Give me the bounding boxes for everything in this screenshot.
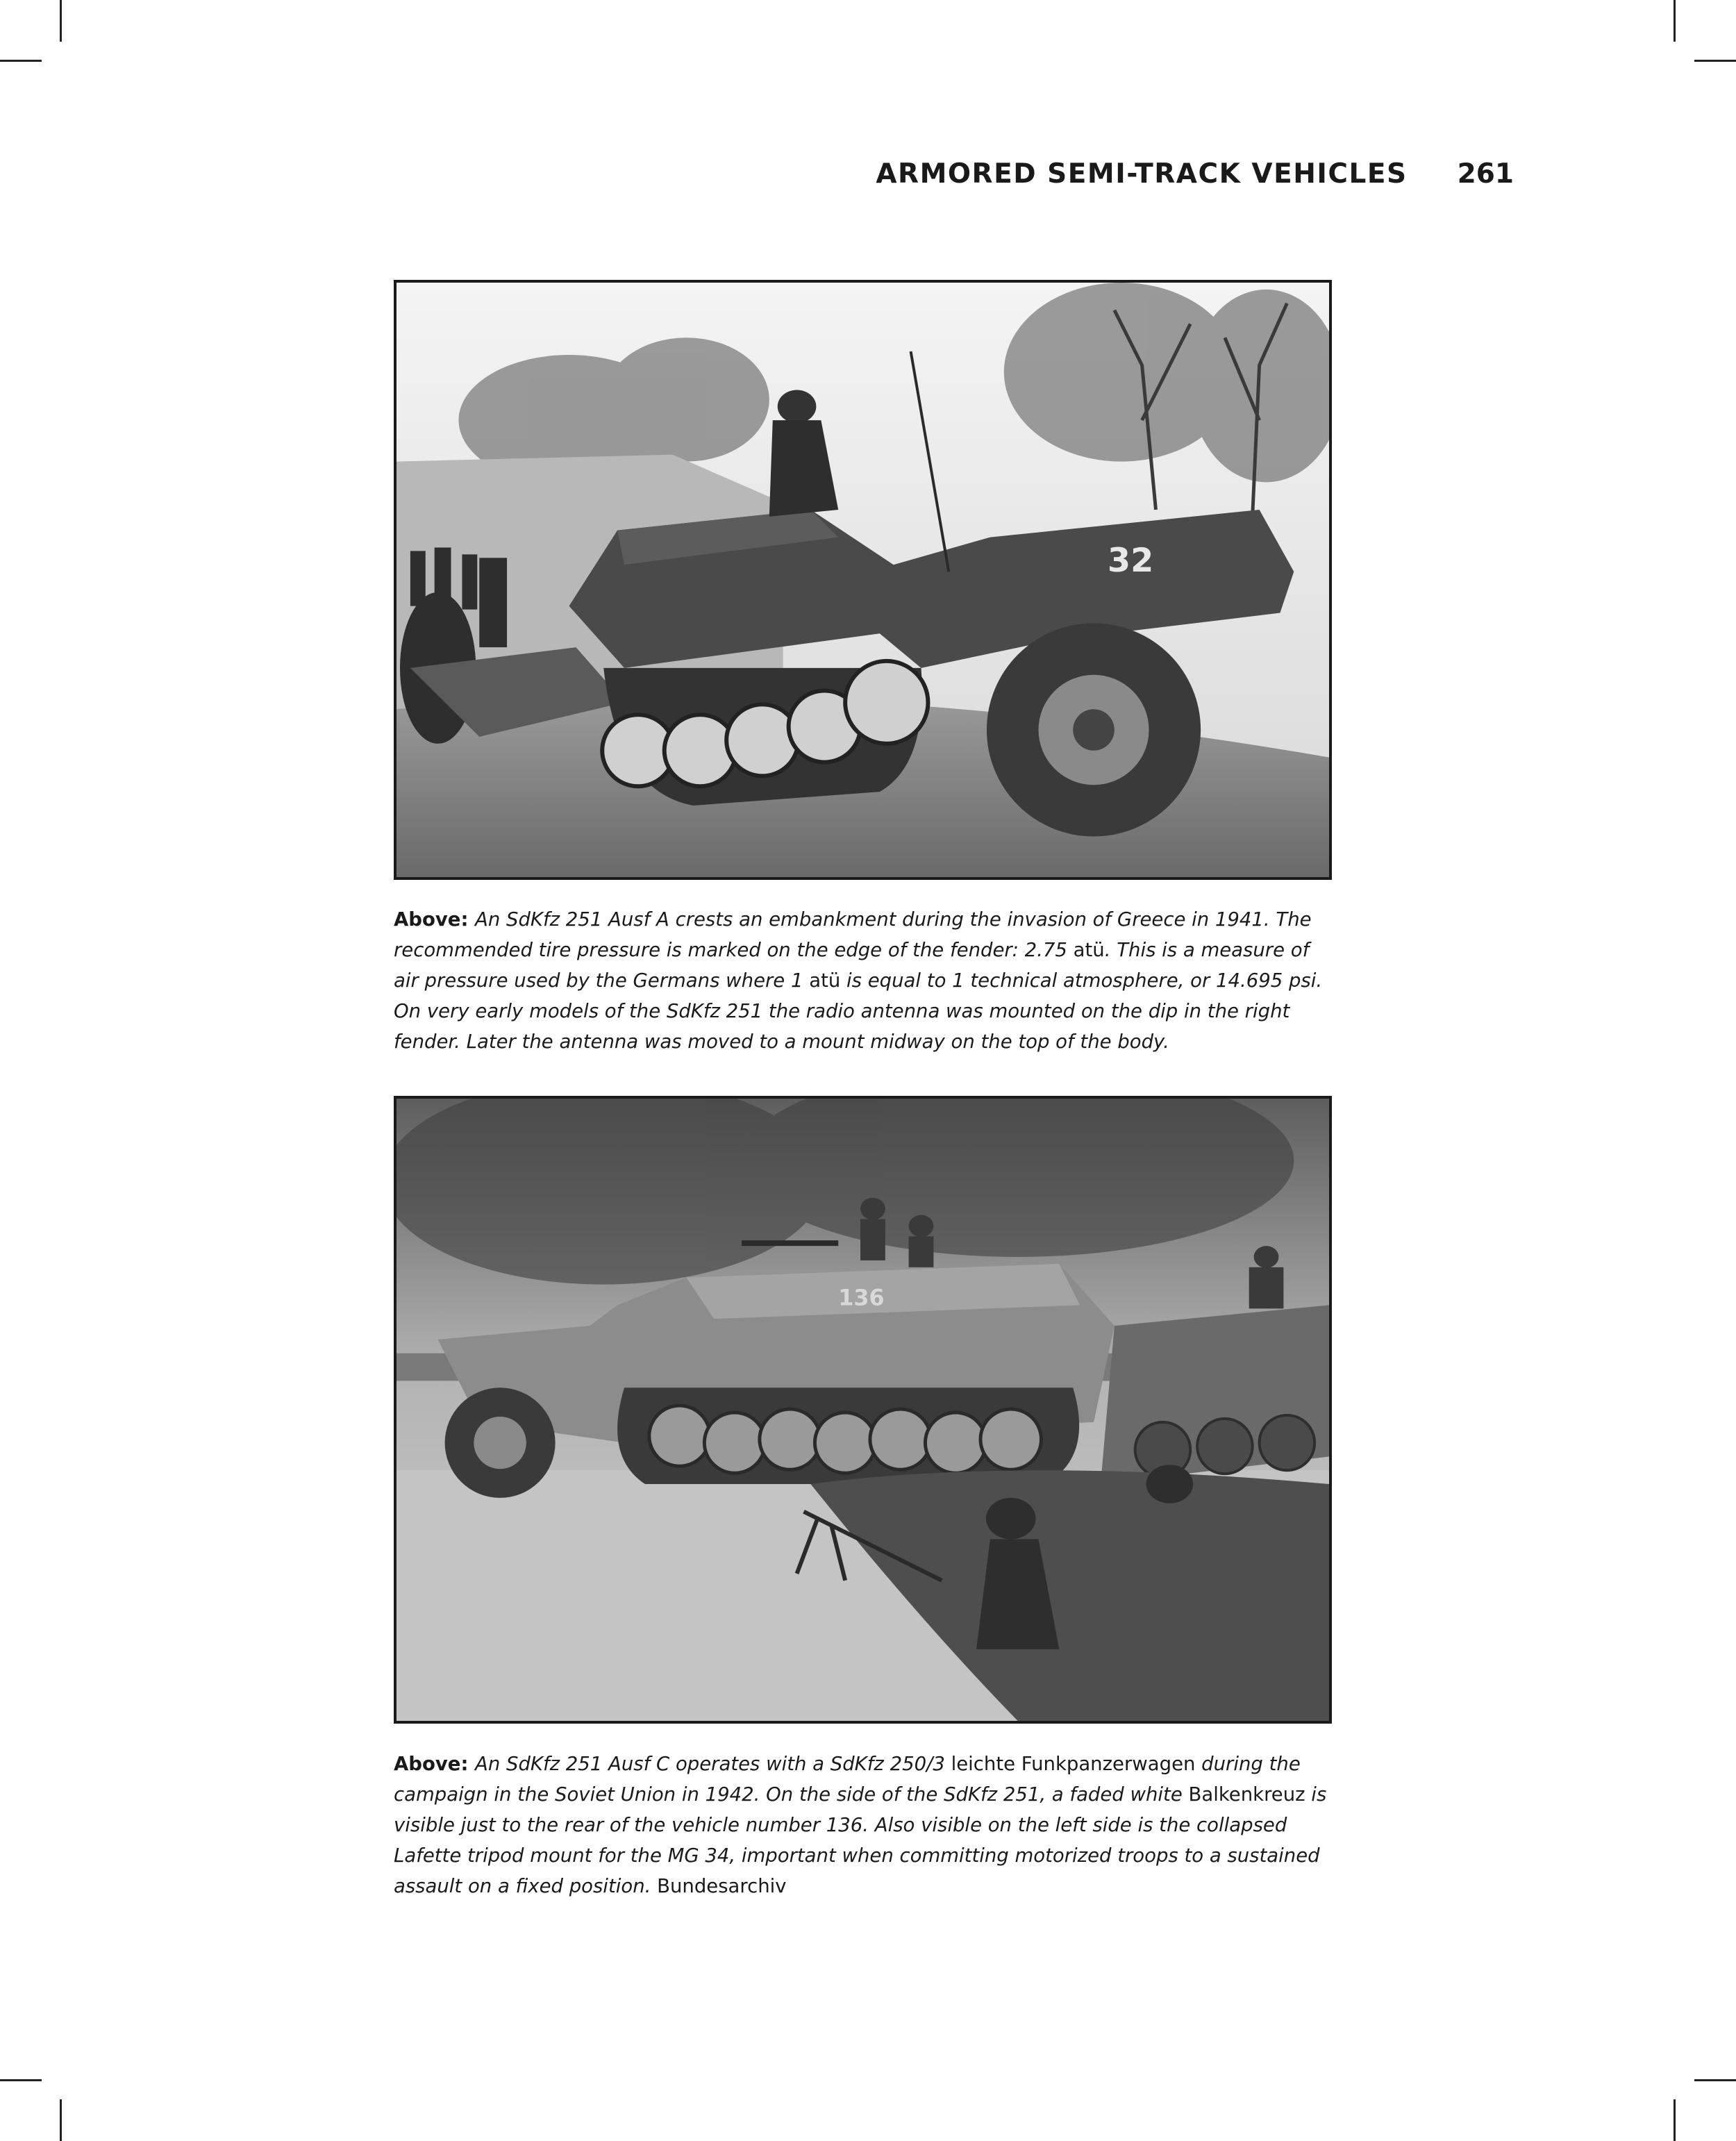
crop-mark — [60, 0, 62, 42]
caption-lead: Above: — [394, 908, 476, 931]
caption-term: Balkenkreuz — [1188, 1783, 1305, 1806]
crop-mark — [1694, 60, 1736, 62]
vehicle-number-32: 32 — [1107, 542, 1154, 581]
crop-mark — [1674, 2099, 1676, 2141]
caption-lead: Above: — [394, 1753, 476, 1775]
caption-text: An SdKfz 251 Ausf A crests an embankment during the invasion of Greece in 1941. The recommended tire pressure is marked on the edge of the fender: 2.75 — [394, 908, 1312, 961]
vehicle-number-136: 136 — [838, 1285, 885, 1311]
crop-mark — [0, 60, 42, 62]
caption-photo-1 — [394, 904, 1338, 1057]
page-header — [876, 158, 1514, 190]
caption-term: atü — [1073, 939, 1105, 961]
caption-text: during the campaign in the Soviet Union in 1942. On the side of the SdKfz 251, a faded white — [394, 1753, 1301, 1806]
page-number: 261 — [1457, 158, 1514, 190]
caption-text: . This is a measure of air pressure used by the Germans where 1 — [394, 939, 1310, 992]
crop-mark — [0, 2079, 42, 2081]
photo-sdkfz-251-ausf-c — [394, 1096, 1332, 1724]
crop-mark — [1694, 2079, 1736, 2081]
caption-text: is equal to 1 technical atmosphere, or 14.695 psi. On very early models of the SdKfz 251 the radio antenna was mounted on the dip in the right fender. Later the antenna was moved to a mount midway on the top of the body. — [394, 969, 1323, 1053]
caption-term: atü — [809, 969, 841, 992]
crop-mark — [1674, 0, 1676, 42]
photo-sdkfz-251-ausf-a — [394, 280, 1332, 880]
crop-mark — [60, 2099, 62, 2141]
caption-photo-2 — [394, 1749, 1338, 1901]
running-head: ARMORED SEMI-TRACK VEHICLES — [876, 158, 1408, 190]
caption-term: leichte Funkpanzerwagen — [951, 1753, 1196, 1775]
photo-credit: Bundesarchiv — [657, 1875, 787, 1897]
caption-text: is visible just to the rear of the vehicle number 136. Also visible on the left side is the collapsed Lafette tripod mount for the MG 34, important when committing motorized troops to a sustained assault on a fixed position. — [394, 1783, 1327, 1897]
caption-text: An SdKfz 251 Ausf C operates with a SdKfz 250/3 — [475, 1753, 951, 1775]
